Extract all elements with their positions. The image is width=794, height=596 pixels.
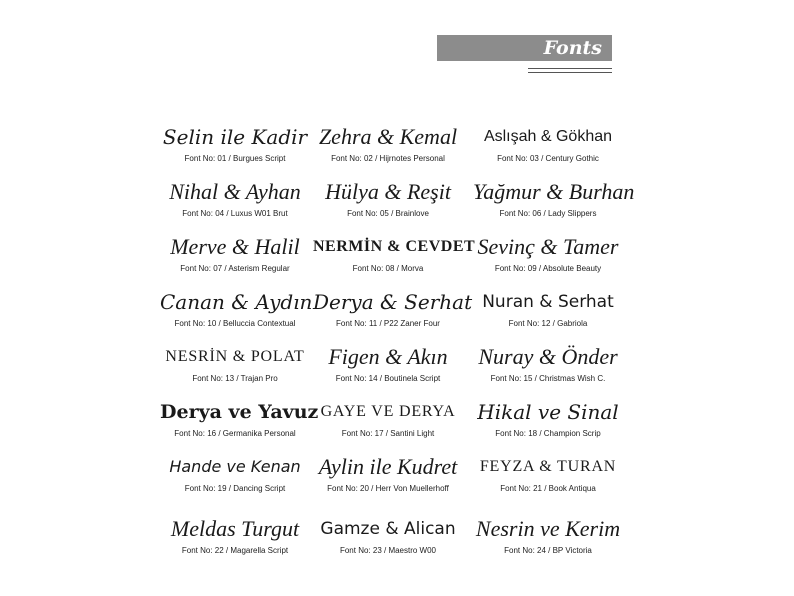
font-sample-item bbox=[313, 232, 476, 287]
font-caption: Font No: 23 / Maestro W00 bbox=[339, 546, 437, 555]
font-sample-item bbox=[313, 287, 473, 342]
font-caption: Font No: 07 / Asterism Regular bbox=[180, 264, 290, 273]
font-caption: Font No: 22 / Magarella Script bbox=[181, 546, 289, 555]
font-caption: Font No: 11 / P22 Zaner Four bbox=[336, 319, 440, 328]
font-sample-item bbox=[313, 342, 463, 397]
font-caption: Font No: 02 / Hijrnotes Personal bbox=[331, 154, 445, 163]
font-sample-text: NESRİN & POLAT bbox=[165, 348, 305, 365]
font-caption: Font No: 01 / Burgues Script bbox=[184, 154, 286, 163]
font-sample-item bbox=[160, 342, 310, 397]
font-sample-item bbox=[473, 514, 623, 569]
font-sample-text: Hikal ve Sinal bbox=[477, 400, 619, 424]
font-caption: Font No: 21 / Book Antiqua bbox=[500, 484, 596, 493]
font-sample-item bbox=[160, 397, 319, 452]
font-caption: Font No: 18 / Champion Scrip bbox=[495, 429, 601, 438]
font-sample-text: Meldas Turgut bbox=[170, 516, 300, 541]
font-caption: Font No: 16 / Germanika Personal bbox=[174, 429, 296, 438]
font-sample-text: Merve & Halil bbox=[170, 234, 300, 259]
font-caption: Font No: 10 / Belluccia Contextual bbox=[174, 319, 296, 328]
header-rule-bottom bbox=[528, 72, 612, 73]
font-caption: Font No: 12 / Gabriola bbox=[508, 319, 588, 328]
font-caption: Font No: 03 / Century Gothic bbox=[497, 154, 599, 163]
font-sample-text: Derya ve Yavuz bbox=[160, 401, 319, 423]
font-sample-text: Aylin ile Kudret bbox=[318, 454, 458, 479]
font-sample-text: Gamze & Alican bbox=[320, 519, 456, 539]
font-caption: Font No: 05 / Brainlove bbox=[347, 209, 429, 218]
font-sample-item bbox=[473, 452, 623, 507]
font-sample-text: Hande ve Kenan bbox=[169, 457, 301, 476]
font-sample-item bbox=[473, 122, 623, 177]
font-sample-text: Nesrin ve Kerim bbox=[475, 516, 621, 541]
font-sample-text: Zehra & Kemal bbox=[318, 124, 458, 149]
font-sample-item bbox=[473, 342, 623, 397]
font-sample-text: FEYZA & TURAN bbox=[479, 458, 617, 475]
font-sample-item bbox=[473, 287, 623, 342]
font-caption: Font No: 06 / Lady Slippers bbox=[499, 209, 597, 218]
font-sample-text: Selin ile Kadir bbox=[162, 125, 308, 149]
font-caption: Font No: 08 / Morva bbox=[352, 264, 424, 273]
font-sample-text: Derya & Serhat bbox=[313, 290, 473, 314]
font-sample-text: NERMİN & CEVDET bbox=[313, 238, 476, 255]
font-caption: Font No: 13 / Trajan Pro bbox=[192, 374, 278, 383]
font-sample-item bbox=[313, 514, 463, 569]
font-caption: Font No: 14 / Boutinela Script bbox=[335, 374, 441, 383]
font-sample-text: Nuray & Önder bbox=[478, 344, 618, 369]
font-sample-text: Nuran & Serhat bbox=[482, 292, 614, 312]
font-sample-item bbox=[160, 452, 310, 507]
font-sample-text: Figen & Akın bbox=[328, 344, 448, 369]
font-sample-text: Hülya & Reşit bbox=[325, 179, 451, 204]
font-caption: Font No: 24 / BP Victoria bbox=[504, 546, 592, 555]
font-sample-text: Nihal & Ayhan bbox=[169, 179, 301, 204]
font-sample-item bbox=[160, 232, 310, 287]
font-sample-item bbox=[313, 452, 463, 507]
font-caption: Font No: 17 / Santini Light bbox=[341, 429, 435, 438]
font-sample-item bbox=[160, 514, 310, 569]
page-title: Fonts bbox=[543, 37, 602, 59]
font-sample-item bbox=[473, 232, 623, 287]
font-sample-item bbox=[313, 122, 463, 177]
header-rule-top bbox=[528, 68, 612, 69]
font-sample-item bbox=[160, 287, 313, 342]
header-bar bbox=[437, 35, 612, 61]
font-sample-item bbox=[160, 122, 310, 177]
font-caption: Font No: 15 / Christmas Wish C. bbox=[490, 374, 606, 383]
font-sample-item bbox=[313, 177, 463, 232]
font-caption: Font No: 04 / Luxus W01 Brut bbox=[182, 209, 288, 218]
font-caption: Font No: 20 / Herr Von Muellerhoff bbox=[327, 484, 449, 493]
font-sample-item bbox=[313, 397, 463, 452]
font-caption: Font No: 09 / Absolute Beauty bbox=[494, 264, 602, 273]
font-sample-item bbox=[160, 177, 310, 232]
font-sample-text: Aslışah & Gökhan bbox=[483, 128, 613, 145]
font-sample-text: Sevinç & Tamer bbox=[477, 234, 619, 259]
font-sample-text: GAYE VE DERYA bbox=[320, 403, 456, 420]
font-sample-text: Canan & Aydın bbox=[160, 290, 313, 314]
font-sample-text: Yağmur & Burhan bbox=[473, 179, 635, 204]
font-sample-item bbox=[473, 177, 635, 232]
font-caption: Font No: 19 / Dancing Script bbox=[184, 484, 286, 493]
font-sample-item bbox=[473, 397, 623, 452]
